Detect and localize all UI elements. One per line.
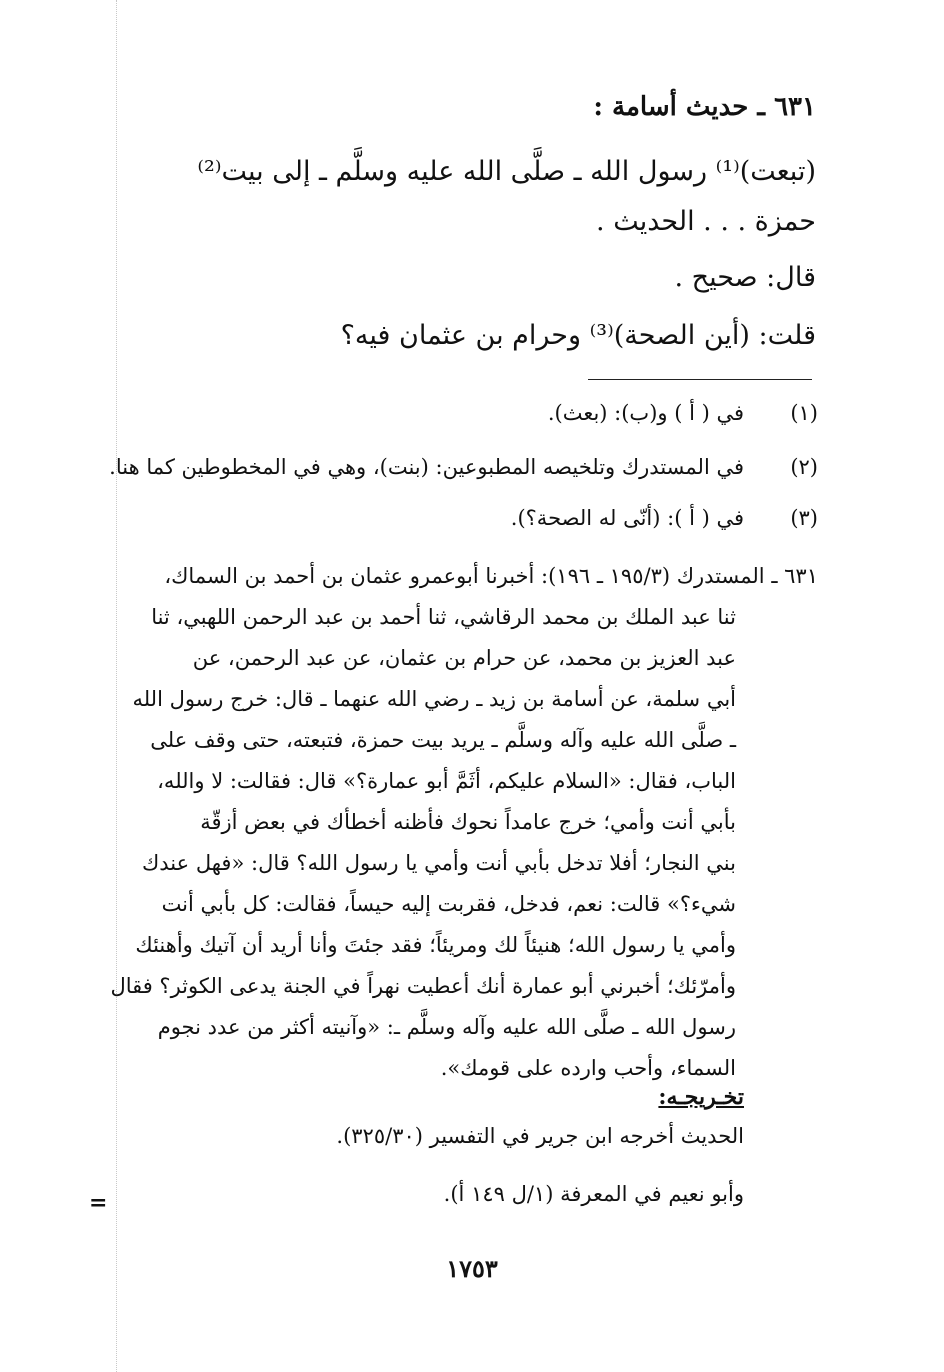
footnote-1-number: (١) (790, 401, 818, 425)
commentary-line: ٦٣١ ـ المستدرك (١٩٥/٣ ـ ١٩٦): أخبرنا أبوعمرو عثمان بن أحمد بن السماك، (164, 564, 818, 588)
hadith-text-line-1: (تبعت)⁽¹⁾ رسول الله ـ صلَّى الله عليه وسلَّم ـ إلى بيت⁽²⁾ (197, 156, 816, 187)
commentary-line: ـ صلَّى الله عليه وآله وسلَّم ـ يريد بيت حمزة، فتبعته، حتى وقف على (150, 728, 736, 752)
hadith-text-line-2: حمزة . . . الحديث . (596, 206, 816, 237)
commentary-line: وأمي يا رسول الله؛ هنيئاً لك ومريئاً؛ فقد جئتَ وأنا أريد أن آتيك وأهنئك (135, 933, 736, 957)
commentary-line: بني النجار؛ أفلا تدخل بأبي أنت وأمي يا رسول الله؟ قال: «فهل عندك (141, 851, 736, 875)
takhrij-line-2: وأبو نعيم في المعرفة (١/ل ١٤٩ أ). (443, 1182, 744, 1206)
commentary-line: بأبي أنت وأمي؛ خرج عامداً نحوك فأظنه أخطأك في بعض أزقّة (200, 810, 736, 834)
commentary-line: وأمرّئك؛ أخبرني أبو عمارة أنك أعطيت نهراً في الجنة يدعى الكوثر؟ فقال (110, 974, 736, 998)
commentary-line: أبي سلمة، عن أسامة بن زيد ـ رضي الله عنهما ـ قال: خرج رسول الله (132, 687, 736, 711)
footnote-3-number: (٣) (790, 506, 818, 530)
commentary-line: الباب، فقال: «السلام عليكم، أثَمَّ أبو عمارة؟» قال: فقالت: لا والله، (157, 769, 736, 793)
hakim-verdict: قال: صحيح . (674, 262, 816, 293)
hadith-heading: ٦٣١ ـ حديث أسامة : (593, 92, 816, 122)
commentary-line: شيء؟» قالت: نعم، فدخل، فقربت إليه حيساً، فقالت: كل بأبي أنت (161, 892, 736, 916)
footnote-2-number: (٢) (790, 455, 818, 479)
footnote-1-text: في ( أ ) و(ب): (بعث). (547, 401, 744, 425)
commentary-line: ثنا عبد الملك بن محمد الرقاشي، ثنا أحمد بن عبد الرحمن اللهبي، ثنا (151, 605, 736, 629)
footnote-separator (588, 379, 812, 380)
footnote-3-text: في ( أ ): (أنّى له الصحة؟). (510, 506, 744, 530)
takhrij-heading: تخـريجـه: (658, 1084, 744, 1110)
commentary-line: عبد العزيز بن محمد، عن حرام بن عثمان، عن عبد الرحمن، عن (192, 646, 736, 670)
dhahabi-comment: قلت: (أين الصحة)⁽³⁾ وحرام بن عثمان فيه؟ (340, 320, 816, 351)
page-number: ١٧٥٣ (446, 1254, 498, 1283)
commentary-line: السماء، وأحب وارده على قومك». (440, 1056, 736, 1080)
takhrij-line-1: الحديث أخرجه ابن جرير في التفسير (٣٢٥/٣٠). (336, 1124, 744, 1148)
scan-edge-line (116, 0, 117, 1372)
continuation-mark: = (89, 1190, 108, 1216)
footnote-2-text: في المستدرك وتلخيصه المطبوعين: (بنت)، وهي في المخطوطين كما هنا. (109, 455, 744, 479)
commentary-line: رسول الله ـ صلَّى الله عليه وآله وسلَّم ـ: «وآنيته أكثر من عدد نجوم (157, 1015, 736, 1039)
